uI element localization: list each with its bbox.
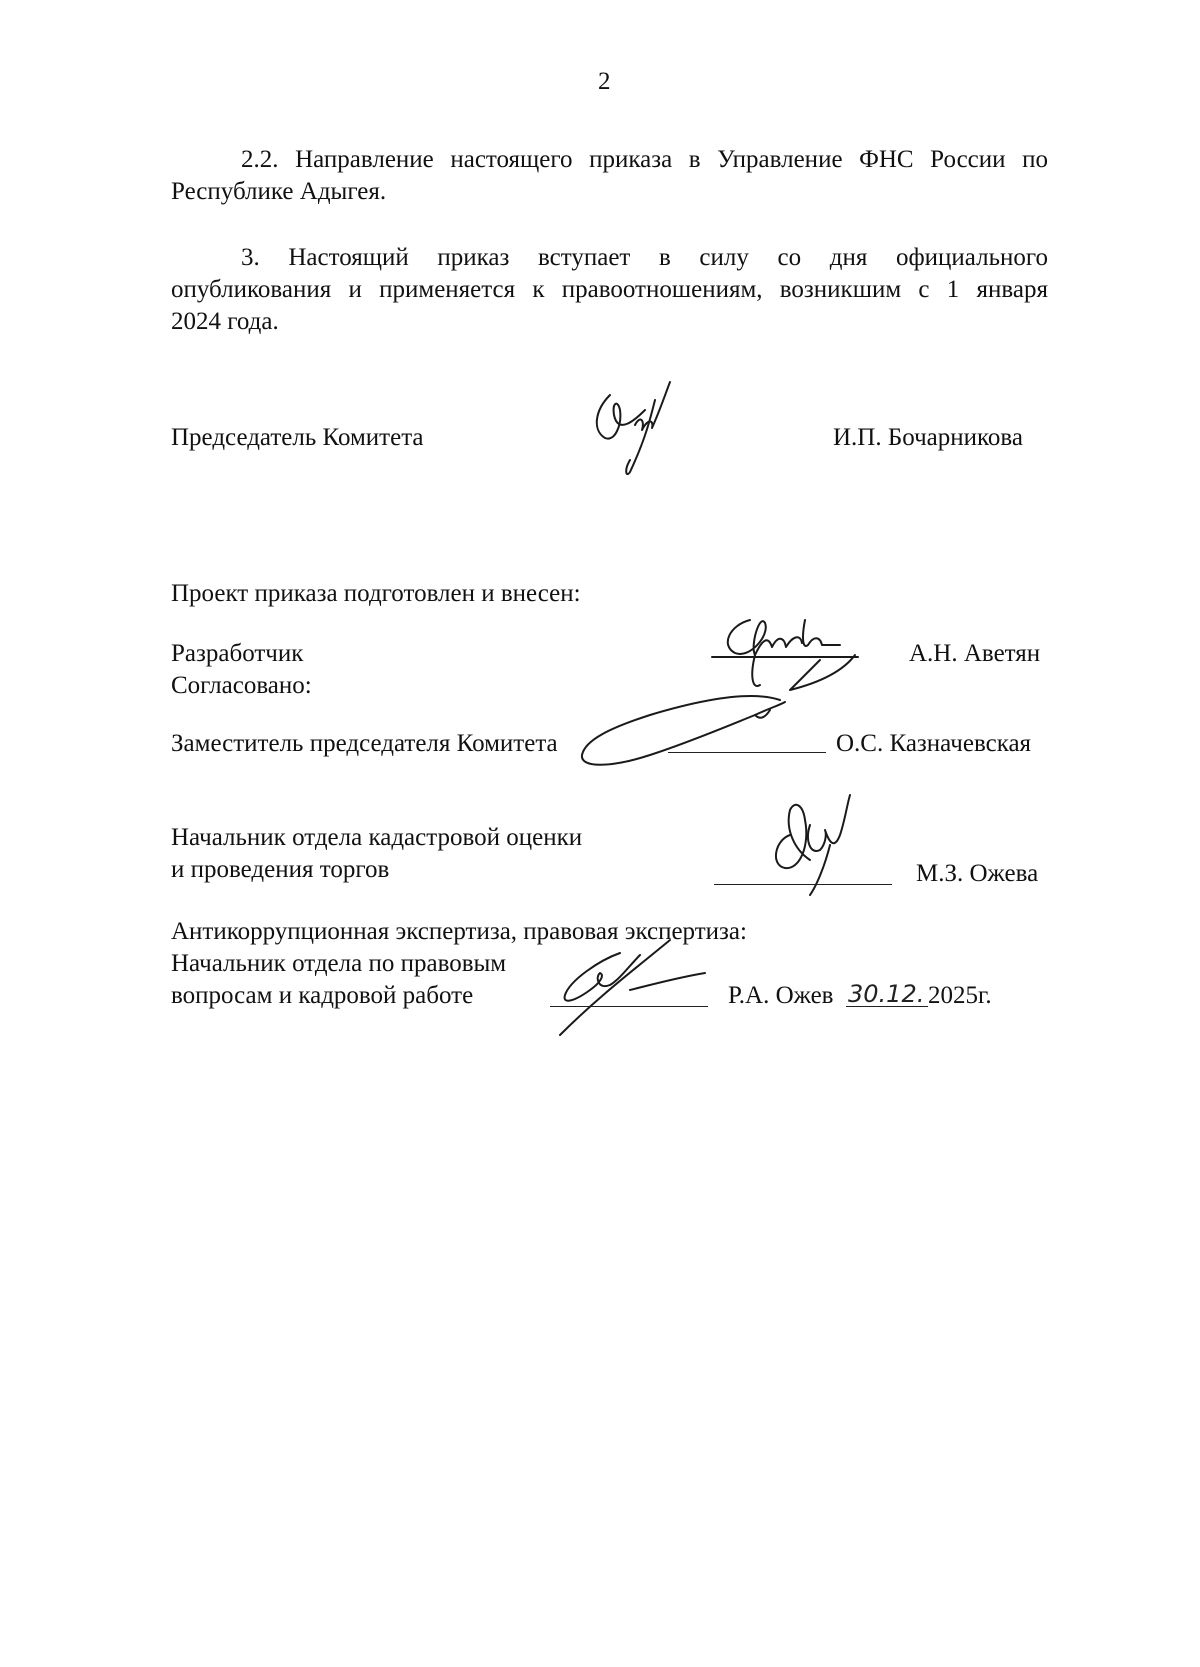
paragraph-2-2-line-2: Республике Адыгея. — [171, 178, 387, 205]
developer-label: Разработчик — [171, 640, 304, 667]
legal-signature — [540, 935, 720, 1045]
legal-heading: Антикоррупционная экспертиза, правовая экспертиза: — [171, 918, 747, 945]
legal-handwritten-date: 30.12. — [848, 980, 925, 1008]
cadastral-title-line-1: Начальник отдела кадастровой оценки — [171, 824, 583, 851]
paragraph-3-line-1: 3. Настоящий приказ вступает в силу со дня официального — [241, 244, 1048, 271]
paragraph-2-2-line-1: 2.2. Направление настоящего приказа в Управление ФНС России по — [241, 146, 1048, 173]
chairman-title: Председатель Комитета — [171, 424, 424, 451]
cadastral-signature-line — [714, 884, 892, 885]
paragraph-2-2 — [171, 144, 1048, 208]
paragraph-3 — [171, 242, 1048, 338]
legal-signature-line — [550, 1006, 708, 1007]
legal-date-underline — [846, 1006, 928, 1007]
project-heading: Проект приказа подготовлен и внесен: — [171, 580, 581, 607]
deputy-title: Заместитель председателя Комитета — [171, 730, 558, 757]
deputy-signature-line — [668, 752, 826, 753]
developer-name: А.Н. Аветян — [909, 640, 1041, 667]
cadastral-title-line-2: и проведения торгов — [171, 856, 390, 883]
cadastral-name: М.З. Ожева — [916, 860, 1039, 887]
agreed-label: Согласовано: — [171, 672, 312, 699]
legal-name: Р.А. Ожев — [728, 982, 834, 1009]
legal-title-line-1: Начальник отдела по правовым — [171, 950, 507, 977]
paragraph-3-line-2: опубликования и применяется к правоотношениям, возникшим с 1 января — [171, 276, 1048, 303]
legal-title-line-2: вопросам и кадровой работе — [171, 982, 474, 1009]
deputy-signature — [580, 680, 820, 780]
deputy-name: О.С. Казначевская — [836, 730, 1032, 757]
legal-year: 2025г. — [928, 982, 992, 1009]
chairman-name: И.П. Бочарникова — [833, 424, 1023, 451]
chairman-signature — [590, 380, 690, 480]
page-number: 2 — [598, 68, 611, 95]
paragraph-3-line-3: 2024 года. — [171, 308, 279, 335]
